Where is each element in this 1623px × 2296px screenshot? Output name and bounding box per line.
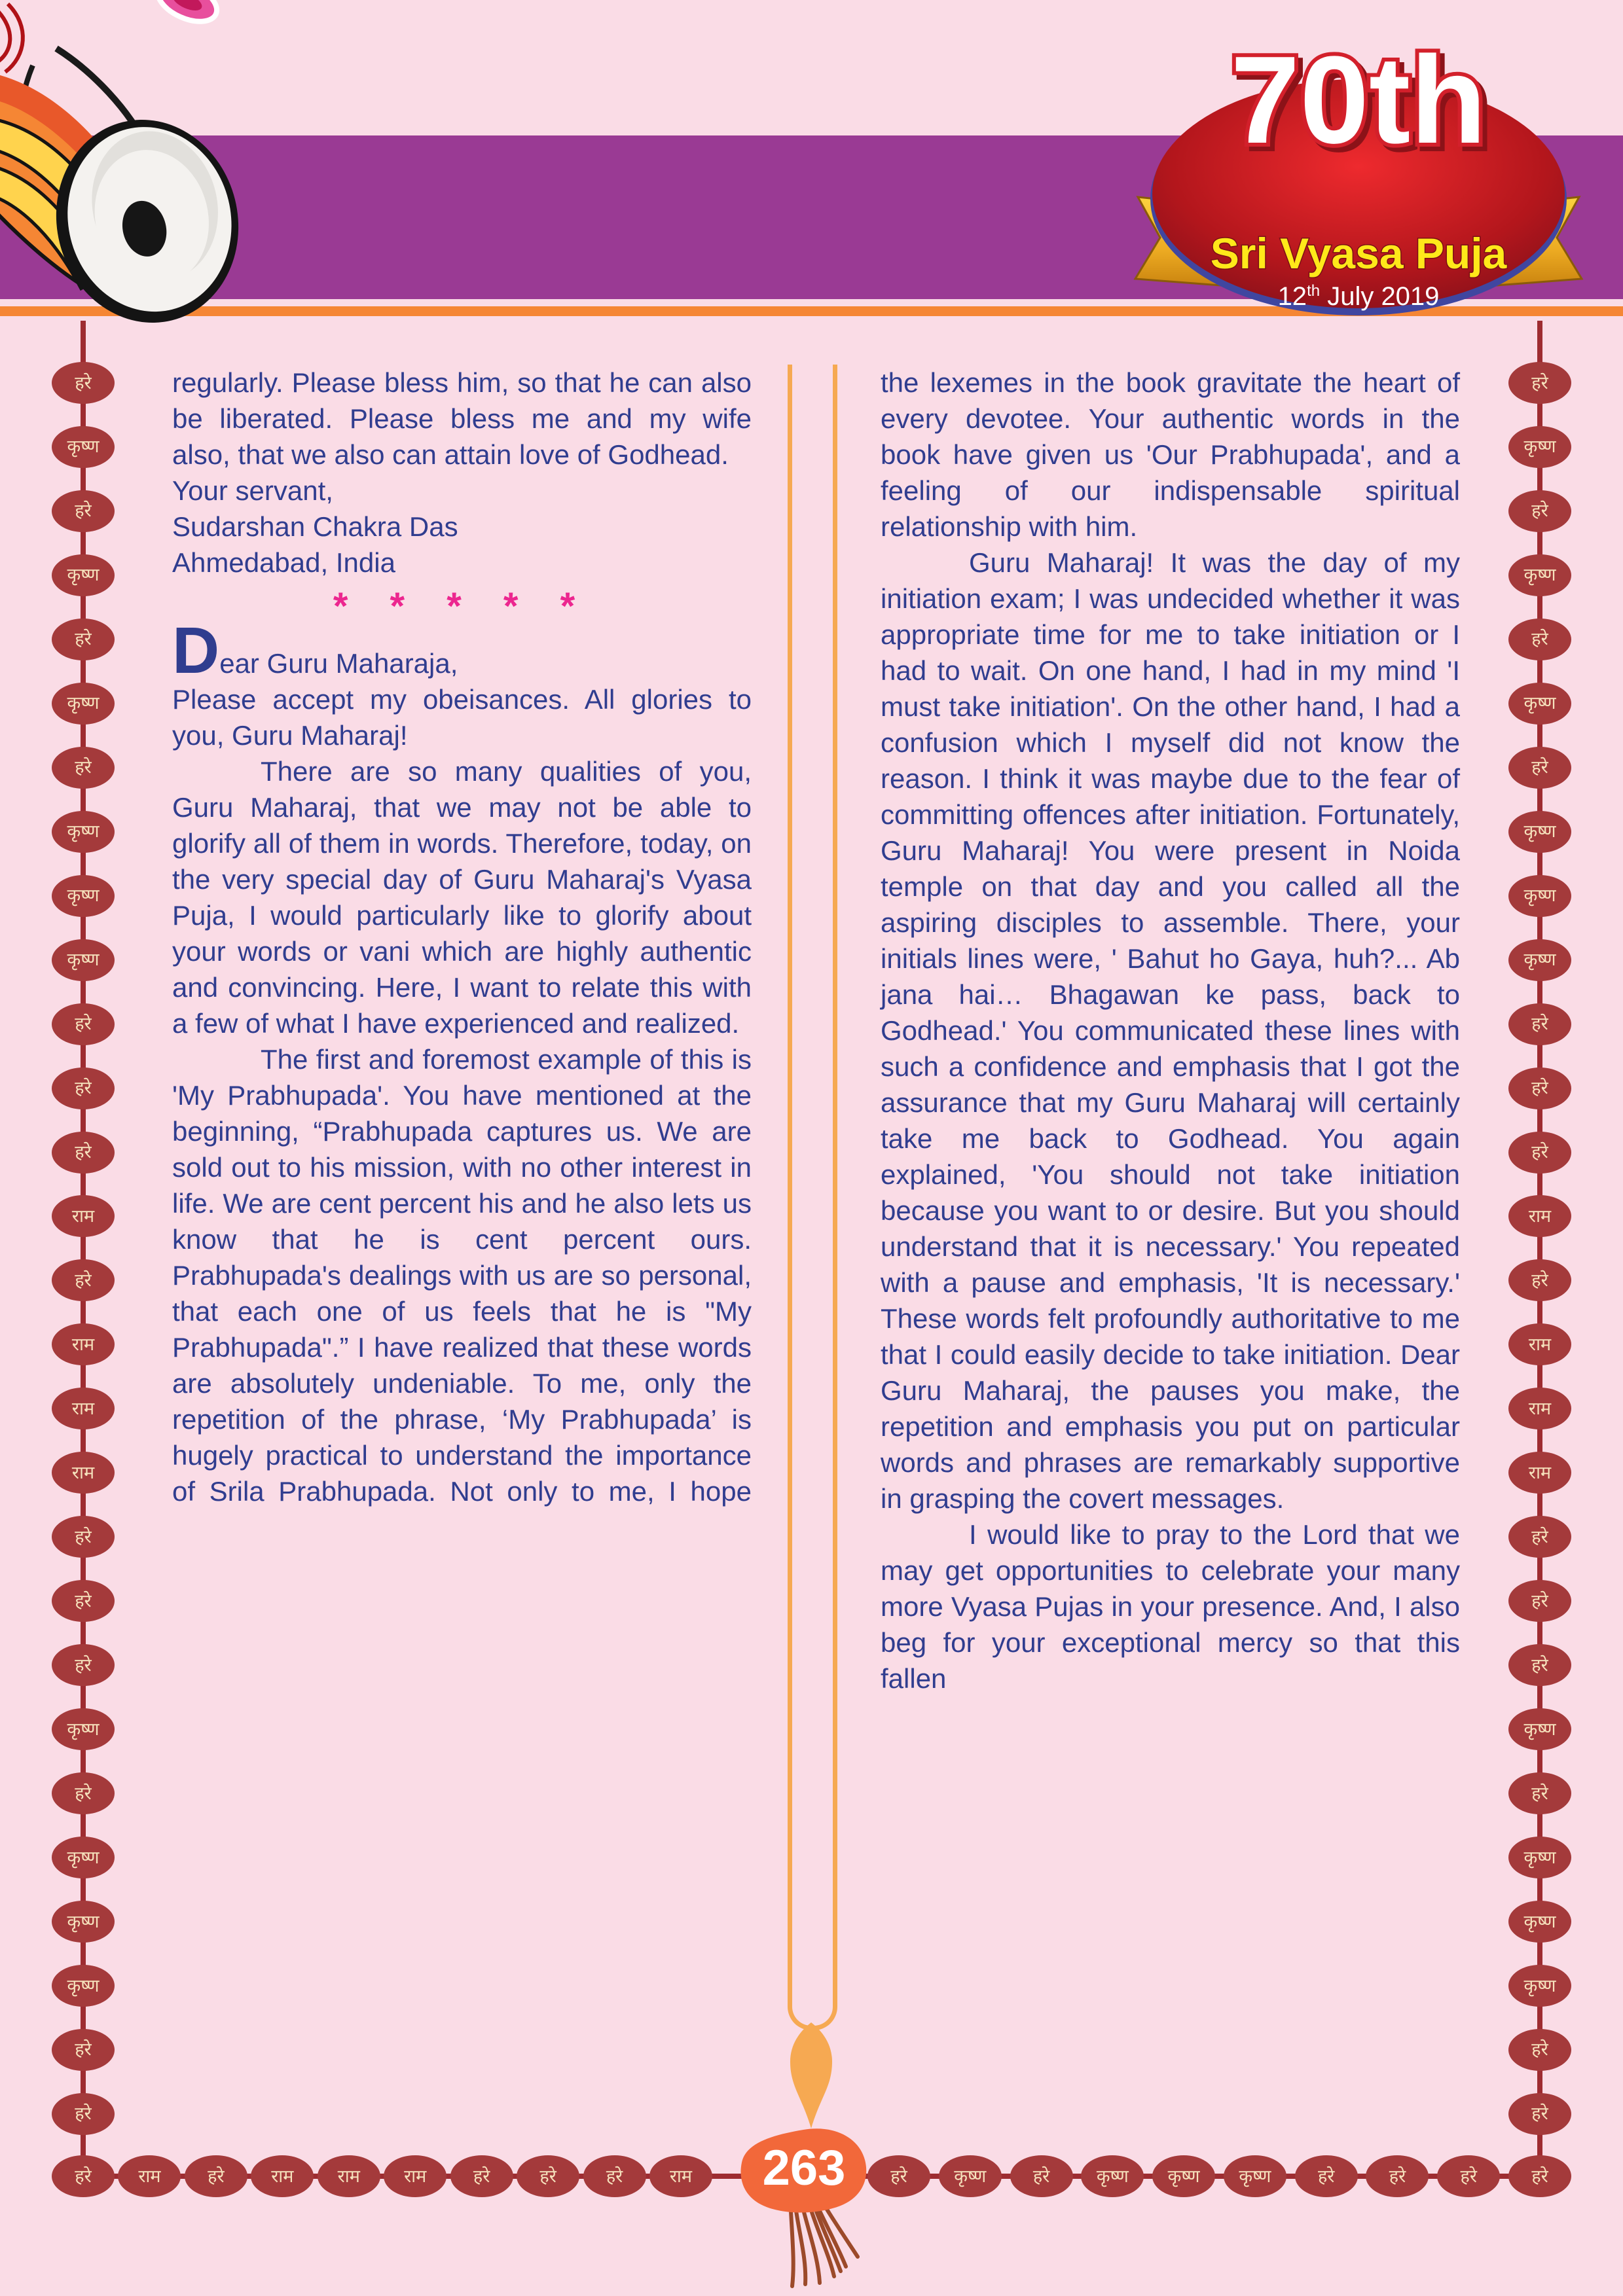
bead: कृष्ण — [52, 1901, 115, 1943]
right-garland-string — [1537, 321, 1542, 2177]
bead: राम — [52, 1195, 115, 1237]
page-number-badge — [728, 2119, 885, 2296]
bead: कृष्ण — [52, 1965, 115, 2007]
bead: राम — [649, 2155, 712, 2197]
bead: हरे — [1508, 1516, 1571, 1558]
bead: हरे — [1508, 747, 1571, 789]
lexemes-paragraph: the lexemes in the book gravitate the heart of every devotee. Your authentic words in the book have given us 'Our Prabhupada', and a feeling of our indispensable spiritual relationship with him. — [881, 367, 1460, 542]
bead: हरे — [52, 1580, 115, 1622]
initiation-paragraph: Guru Maharaj! It was the day of my initiation exam; I was undecided whether it was appropriate time for me to take initiation or I had to wait. On one hand, I had in my mind 'I must take initiation'. On the other hand, I had a confusion which I myself did not know the reason. I think it was maybe due to the fear of committing offences after initiation. Fortunately, Guru Maharaj! You were present in Noida temple on that day and you called all the aspiring disciples to assemble. There, your initials lines were, ' Bahut ho Gaya, huh?... Ab jana hai… Bhagawan ke pass, back to Godhead.' You communicated these lines with such a confidence and emphasis that I got the assurance that my Guru Maharaj will certainly take me back to Godhead. You again explained, 'You should not take initiation because you want to or desire. But you should understand that it is necessary.' You repeated with a pause and emphasis, 'It is necessary.' These words felt profoundly authoritative to me that I could easily decide to take initiation. Dear Guru Maharaj, the pauses you make, the repetition and emphasis you put on particular words and phrases are remarkably supportive in grasping the covert messages. — [881, 547, 1460, 1514]
bead: राम — [1508, 1452, 1571, 1494]
bead: कृष्ण — [1508, 1965, 1571, 2007]
bead: हरे — [52, 2093, 115, 2135]
column-divider — [788, 365, 837, 2030]
divider-teardrop-ornament — [782, 2017, 841, 2135]
bead: हरे — [1508, 1132, 1571, 1174]
bead: हरे — [52, 2029, 115, 2071]
bead: कृष्ण — [1508, 1901, 1571, 1943]
bead: कृष्ण — [1081, 2155, 1144, 2197]
bead: कृष्ण — [1224, 2155, 1286, 2197]
bead: कृष्ण — [52, 939, 115, 981]
bead: राम — [52, 1452, 115, 1494]
bead: हरे — [867, 2155, 930, 2197]
bead: राम — [52, 1323, 115, 1365]
bead: कृष्ण — [52, 811, 115, 853]
bead: हरे — [52, 362, 115, 404]
vyasa-puja-badge — [1126, 12, 1591, 319]
bead: राम — [52, 1388, 115, 1429]
bead: हरे — [52, 1644, 115, 1686]
bead: हरे — [1508, 1644, 1571, 1686]
bead: हरे — [1366, 2155, 1429, 2197]
bead: हरे — [583, 2155, 646, 2197]
section-separator-asterisks: * * * * * — [333, 585, 591, 628]
bead: कृष्ण — [1508, 554, 1571, 596]
bead: हरे — [1508, 490, 1571, 532]
bead: हरे — [52, 1772, 115, 1814]
mridanga-drum-illustration — [0, 0, 242, 346]
bead: कृष्ण — [1508, 426, 1571, 468]
bead: हरे — [52, 490, 115, 532]
bead: हरे — [185, 2155, 247, 2197]
first-example-paragraph: The first and foremost example of this is 'My Prabhupada'. You have mentioned at the beginning, “Prabhupada captures us. We are sold out to his mission, with no other interest in life. We are cent percent his and he also lets us know that he is cent percent ours. Prabhupada's dealings with us are so personal, that each one of us feels that he is "My Prabhupada".” I have realized that these words are absolutely undeniable. To me, only the repetition of the phrase, ‘My Prabhupada’ is hugely practical to understand the importance of Srila Prabhupada. Not only to me, I hope — [172, 1044, 752, 1507]
bead: कृष्ण — [1508, 875, 1571, 917]
bead: हरे — [1508, 362, 1571, 404]
right-text-column — [881, 365, 1460, 1696]
bead: हरे — [450, 2155, 513, 2197]
bead: हरे — [517, 2155, 579, 2197]
bead: कृष्ण — [1508, 683, 1571, 725]
bead: हरे — [1508, 1772, 1571, 1814]
bead: हरे — [52, 2155, 115, 2197]
bead: कृष्ण — [1508, 811, 1571, 853]
bead: कृष्ण — [52, 683, 115, 725]
bead: हरे — [1508, 1003, 1571, 1045]
qualities-paragraph: There are so many qualities of you, Guru Maharaj, that we may not be able to glorify all of them in words. Therefore, today, on the very special day of Guru Maharaj's Vyasa Puja, I would particularly like to glorify about your words or vani which are highly authentic and convincing. Here, I want to relate this with a few of what I have experienced and realized. — [172, 756, 752, 1039]
bead: हरे — [1508, 1580, 1571, 1622]
bead: राम — [1508, 1195, 1571, 1237]
bead: कृष्ण — [52, 426, 115, 468]
bead: हरे — [1508, 2029, 1571, 2071]
bead: कृष्ण — [1508, 1708, 1571, 1750]
bead: हरे — [52, 1516, 115, 1558]
letter-salutation: Dear Guru Maharaja, — [172, 614, 458, 687]
bead: कृष्ण — [52, 875, 115, 917]
bead: राम — [1508, 1388, 1571, 1429]
prayer-paragraph: I would like to pray to the Lord that we may get opportunities to celebrate your many more Vyasa Pujas in your presence. And, I also beg for your exceptional mercy so that this fallen — [881, 1519, 1460, 1694]
bead: हरे — [52, 1132, 115, 1174]
bead: हरे — [52, 1003, 115, 1045]
bead: हरे — [52, 1259, 115, 1301]
dropcap-letter: D — [172, 614, 220, 687]
bead: हरे — [1508, 2093, 1571, 2135]
obeisance-paragraph: Please accept my obeisances. All glories to you, Guru Maharaj! — [172, 684, 752, 751]
bead: हरे — [1508, 1067, 1571, 1109]
page-number: 263 — [762, 2140, 846, 2196]
bead: राम — [118, 2155, 181, 2197]
bead: कृष्ण — [939, 2155, 1002, 2197]
bead: कृष्ण — [52, 1708, 115, 1750]
bead: राम — [251, 2155, 314, 2197]
left-garland-string — [81, 321, 86, 2177]
bead: हरे — [1010, 2155, 1073, 2197]
badge-title: 70th — [1230, 31, 1487, 170]
bead: हरे — [52, 747, 115, 789]
bead: हरे — [1508, 619, 1571, 660]
tassel-icon — [791, 2208, 858, 2286]
bead: हरे — [1508, 1259, 1571, 1301]
bead: राम — [318, 2155, 380, 2197]
bead: कृष्ण — [52, 1837, 115, 1878]
bead: कृष्ण — [1508, 939, 1571, 981]
bead: राम — [1508, 1323, 1571, 1365]
signature-name: Sudarshan Chakra Das — [172, 511, 458, 542]
signature-line: Your servant, — [172, 475, 333, 506]
bead: हरे — [52, 619, 115, 660]
bead: कृष्ण — [1508, 1837, 1571, 1878]
left-text-column — [172, 365, 752, 1509]
bead: हरे — [52, 1067, 115, 1109]
bead: कृष्ण — [52, 554, 115, 596]
bead: कृष्ण — [1152, 2155, 1215, 2197]
badge-date: 12th July 2019 — [1277, 282, 1440, 311]
bead: हरे — [1508, 2155, 1571, 2197]
badge-subtitle: Sri Vyasa Puja — [1210, 229, 1507, 278]
bead: हरे — [1295, 2155, 1358, 2197]
bead: राम — [384, 2155, 447, 2197]
bead: हरे — [1437, 2155, 1500, 2197]
letter-continuation-paragraph: regularly. Please bless him, so that he can also be liberated. Please bless me and my wife also, that we also can attain love of Godhead. — [172, 367, 752, 470]
signature-place: Ahmedabad, India — [172, 547, 395, 578]
